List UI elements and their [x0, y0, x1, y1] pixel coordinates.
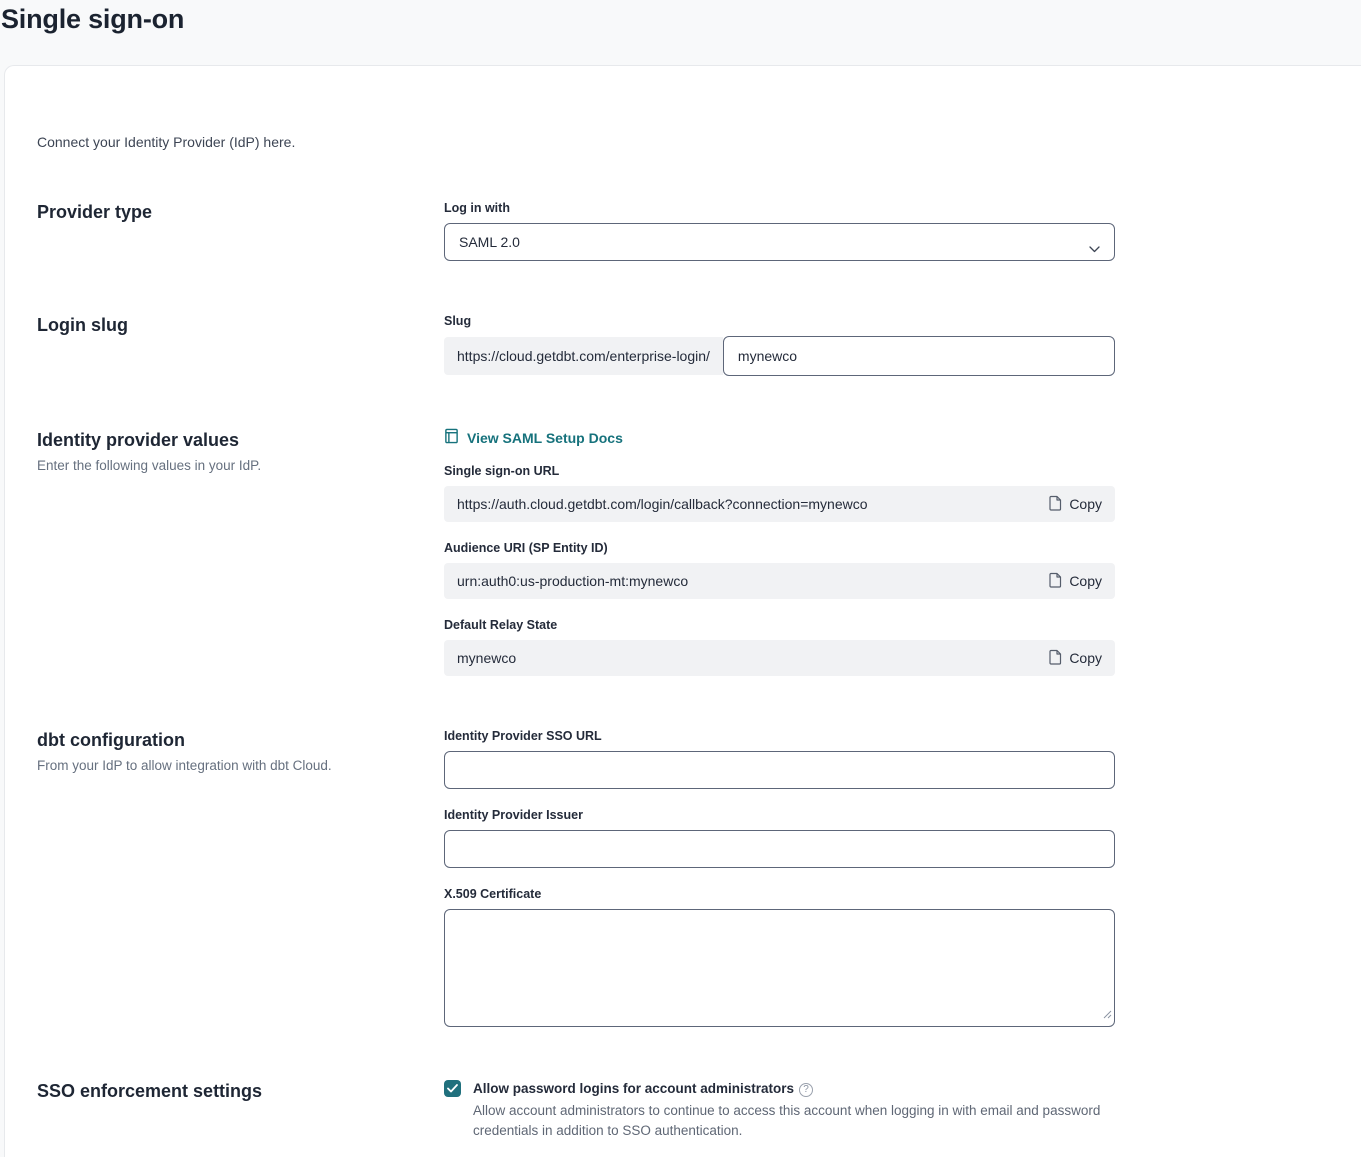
sso-url-readonly — [444, 486, 1115, 522]
page-title: Single sign-on — [1, 4, 185, 34]
sso-enforcement-fields-col — [444, 1079, 1115, 1141]
allow-password-logins-description: Allow account administrators to continue to access this account when logging in with email and password credentials in addition to SSO authentication. — [473, 1103, 1101, 1138]
relay-state-readonly — [444, 640, 1115, 676]
idp-values-heading: Identity provider values — [37, 430, 240, 450]
copy-icon — [1049, 649, 1062, 668]
slug-label: Slug — [444, 314, 472, 328]
provider-type-select[interactable] — [444, 223, 1115, 261]
provider-type-fields-col — [444, 200, 1115, 261]
section-provider-type — [33, 200, 1361, 261]
relay-state-copy-button[interactable] — [1049, 649, 1102, 668]
idp-sso-url-label: Identity Provider SSO URL — [444, 729, 602, 743]
dbt-config-fields-col — [444, 728, 1115, 1027]
idp-values-subheading: Enter the following values in your IdP. — [37, 458, 262, 473]
relay-state-value: mynewco — [457, 650, 517, 666]
document-icon — [444, 428, 459, 447]
x509-certificate-textarea[interactable] — [444, 909, 1115, 1027]
login-slug-fields-col — [444, 313, 1115, 376]
copy-button-label: Copy — [1069, 650, 1102, 666]
idp-sso-url-input[interactable] — [444, 751, 1115, 789]
idp-values-heading-col — [37, 428, 444, 676]
section-login-slug — [33, 313, 1361, 376]
x509-certificate-label: X.509 Certificate — [444, 887, 542, 901]
copy-icon — [1049, 495, 1062, 514]
view-saml-docs-link[interactable] — [444, 428, 623, 447]
slug-row — [444, 336, 1115, 376]
x509-certificate-group — [444, 886, 1115, 1027]
audience-uri-field — [444, 540, 1115, 599]
provider-type-selected-value: SAML 2.0 — [459, 234, 520, 250]
provider-type-heading-col — [37, 200, 444, 261]
audience-uri-copy-button[interactable] — [1049, 572, 1102, 591]
section-idp-values — [33, 428, 1361, 676]
audience-uri-label: Audience URI (SP Entity ID) — [444, 541, 608, 555]
relay-state-field — [444, 617, 1115, 676]
idp-issuer-group — [444, 807, 1115, 868]
sso-enforcement-heading: SSO enforcement settings — [37, 1081, 263, 1101]
x509-certificate-wrap — [444, 909, 1115, 1027]
chevron-down-icon — [1089, 240, 1100, 256]
copy-icon — [1049, 572, 1062, 591]
help-icon[interactable]: ? — [799, 1083, 813, 1097]
login-slug-heading: Login slug — [37, 315, 128, 335]
login-with-label: Log in with — [444, 201, 510, 215]
dbt-config-subheading: From your IdP to allow integration with dbt Cloud. — [37, 758, 332, 773]
dbt-config-heading: dbt configuration — [37, 730, 185, 750]
allow-password-logins-label: Allow password logins for account administrators ? — [473, 1081, 813, 1096]
sso-url-value: https://auth.cloud.getdbt.com/login/callback?connection=mynewco — [457, 496, 868, 512]
sso-enforcement-heading-col — [37, 1079, 444, 1141]
slug-input[interactable] — [723, 336, 1115, 376]
settings-card — [4, 65, 1361, 1157]
idp-sso-url-group — [444, 728, 1115, 789]
slug-url-prefix: https://cloud.getdbt.com/enterprise-login/ — [444, 337, 723, 375]
dbt-config-heading-col — [37, 728, 444, 1027]
idp-issuer-input[interactable] — [444, 830, 1115, 868]
section-sso-enforcement — [33, 1079, 1361, 1141]
audience-uri-value: urn:auth0:us-production-mt:mynewco — [457, 573, 689, 589]
relay-state-label: Default Relay State — [444, 618, 558, 632]
login-slug-heading-col — [37, 313, 444, 376]
idp-values-fields-col — [444, 428, 1115, 676]
page-header — [0, 0, 1361, 65]
audience-uri-readonly — [444, 563, 1115, 599]
section-dbt-configuration — [33, 728, 1361, 1027]
sso-url-copy-button[interactable] — [1049, 495, 1102, 514]
sso-url-label: Single sign-on URL — [444, 464, 560, 478]
view-saml-docs-label: View SAML Setup Docs — [467, 429, 623, 446]
idp-issuer-label: Identity Provider Issuer — [444, 808, 583, 822]
copy-button-label: Copy — [1069, 573, 1102, 589]
allow-password-logins-row — [444, 1079, 1115, 1141]
copy-button-label: Copy — [1069, 496, 1102, 512]
allow-password-logins-checkbox[interactable] — [444, 1080, 461, 1097]
intro-text: Connect your Identity Provider (IdP) here. — [37, 134, 296, 150]
provider-type-heading: Provider type — [37, 202, 153, 222]
allow-password-logins-text — [473, 1079, 1103, 1141]
sso-url-field — [444, 463, 1115, 522]
